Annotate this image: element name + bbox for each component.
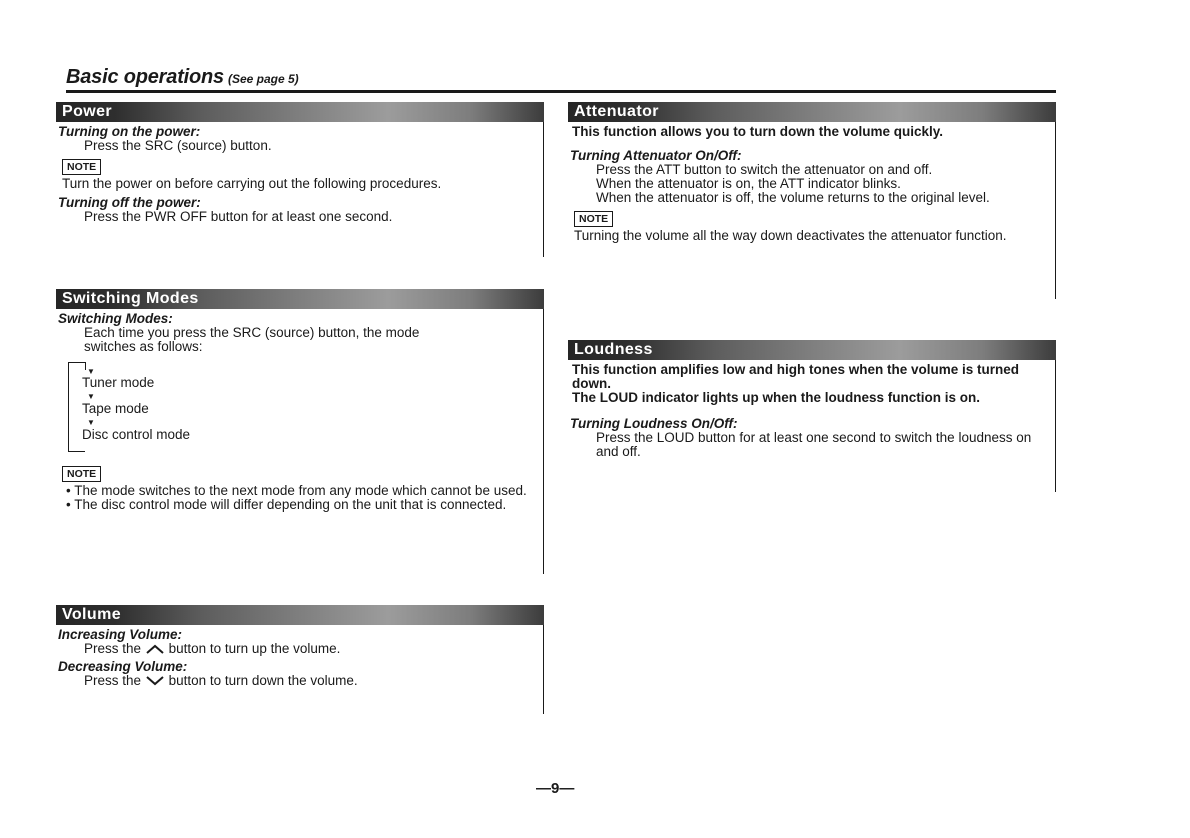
power-section: [56, 102, 544, 257]
up-chevron-icon: [145, 644, 165, 654]
loudness-sub-title: Turning Loudness On/Off:: [570, 416, 738, 431]
mode-item-disc: Disc control mode: [82, 427, 191, 442]
switching-section: [56, 289, 544, 574]
power-on-title: Turning on the power:: [58, 124, 201, 139]
attenuator-note-text: Turning the volume all the way down deactivates the attenuator function.: [574, 228, 1007, 243]
attenuator-section: [568, 102, 1056, 299]
attenuator-line1: Press the ATT button to switch the attenuator on and off.: [596, 162, 933, 177]
power-note-label: NOTE: [62, 159, 101, 175]
volume-dec-text-b: button to turn down the volume.: [168, 673, 358, 688]
volume-inc-text-b: button to turn up the volume.: [168, 641, 341, 656]
loudness-section: [568, 340, 1056, 492]
volume-section: [56, 605, 544, 714]
page-number: —9—: [536, 780, 575, 797]
switching-note-label: NOTE: [62, 466, 101, 482]
volume-dec-line: [58, 674, 529, 688]
loudness-lead1: This function amplifies low and high tones when the volume is turned down.: [572, 362, 1020, 391]
loudness-text: Press the LOUD button for at least one second to switch the loudness on and off.: [596, 430, 1032, 459]
attenuator-line2: When the attenuator is on, the ATT indicator blinks.: [596, 176, 901, 191]
mode-item-tape: Tape mode: [82, 401, 149, 416]
loudness-body: [568, 360, 1056, 492]
power-body: [56, 122, 544, 257]
volume-dec-text-a: Press the: [84, 673, 142, 688]
power-on-text: Press the SRC (source) button.: [84, 138, 272, 153]
attenuator-sub-title: Turning Attenuator On/Off:: [570, 148, 742, 163]
power-off-title: Turning off the power:: [58, 195, 201, 210]
page-title: Basic operations: [66, 66, 224, 88]
switching-bullet-2: • The disc control mode will differ depending on the unit that is connected.: [66, 497, 507, 512]
volume-inc-text-a: Press the: [84, 641, 142, 656]
volume-dec-title: Decreasing Volume:: [58, 659, 188, 674]
switching-text-line1: Each time you press the SRC (source) button, the mode: [84, 325, 420, 340]
mode-item-tuner: Tuner mode: [82, 375, 155, 390]
loudness-heading: Loudness: [568, 340, 1056, 360]
attenuator-heading: Attenuator: [568, 102, 1056, 122]
volume-inc-line: [58, 642, 529, 656]
switching-sub-title: Switching Modes:: [58, 311, 173, 326]
mode-cycle-diagram: [68, 362, 529, 460]
switching-body: [56, 309, 544, 574]
switching-heading: Switching Modes: [56, 289, 544, 309]
attenuator-line3: When the attenuator is off, the volume returns to the original level.: [596, 190, 990, 205]
attenuator-note-label: NOTE: [574, 211, 613, 227]
switching-text-line2: switches as follows:: [84, 339, 203, 354]
volume-heading: Volume: [56, 605, 544, 625]
attenuator-lead: This function allows you to turn down the volume quickly.: [572, 124, 944, 139]
switching-bullet-1: • The mode switches to the next mode from any mode which cannot be used.: [66, 483, 527, 498]
arrow-down-icon: ▼: [87, 367, 95, 376]
loudness-lead2: The LOUD indicator lights up when the loudness function is on.: [572, 390, 980, 405]
volume-body: [56, 625, 544, 714]
page-header: [66, 66, 1056, 93]
attenuator-body: [568, 122, 1056, 299]
arrow-down-icon: ▼: [87, 418, 95, 427]
volume-inc-title: Increasing Volume:: [58, 627, 183, 642]
down-chevron-icon: [145, 676, 165, 686]
power-heading: Power: [56, 102, 544, 122]
page-title-note: (See page 5): [227, 72, 299, 86]
arrow-down-icon: ▼: [87, 392, 95, 401]
power-off-text: Press the PWR OFF button for at least one second.: [84, 209, 393, 224]
power-note-text: Turn the power on before carrying out the following procedures.: [62, 176, 442, 191]
